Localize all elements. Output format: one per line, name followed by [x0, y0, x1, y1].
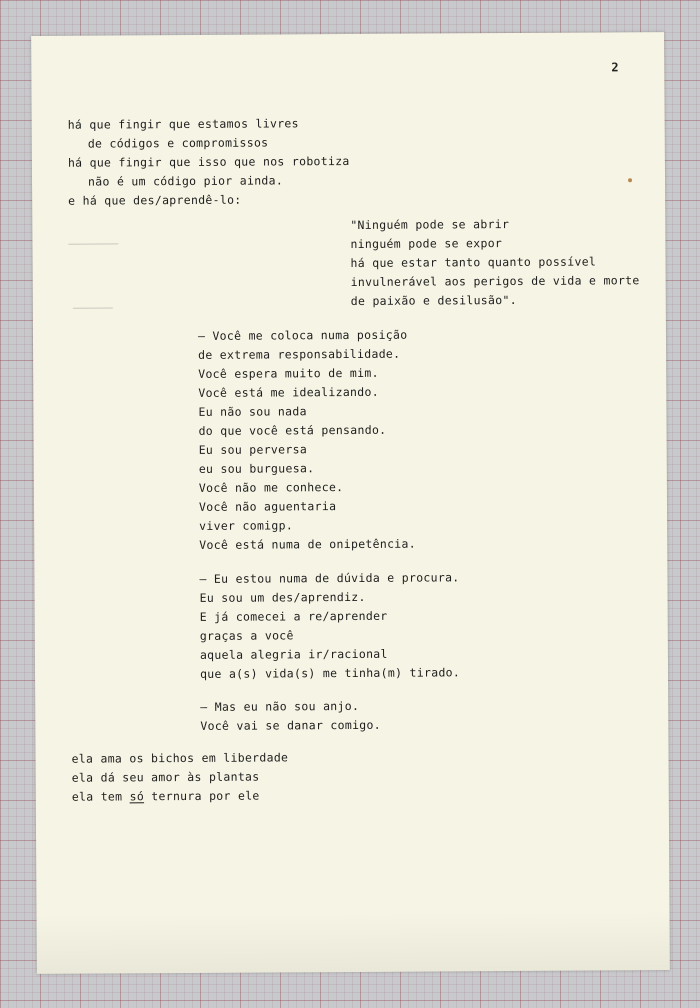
dialogue1-line: Você está numa de onipetência.	[199, 536, 417, 552]
page-number: 2	[611, 60, 619, 75]
dialogue2-line: E já comecei a re/aprender	[199, 608, 388, 624]
dialogue1-line: Eu sou perversa	[198, 442, 308, 457]
closing-text: ela tem	[71, 789, 130, 804]
dialogue1-line: Você espera muito de mim.	[198, 365, 379, 381]
dialogue1-line: Eu não sou nada	[198, 404, 307, 419]
dialogue1-line: do que você está pensando.	[198, 422, 387, 438]
dialogue1-line: viver comigp.	[199, 518, 294, 533]
stanza1-line: há que fingir que estamos livres	[67, 116, 299, 132]
dialogue3-line: Você vai se danar comigo.	[200, 717, 381, 733]
dialogue2-line: graças a você	[199, 628, 294, 643]
dialogue2-line: — Eu estou numa de dúvida e procura.	[199, 570, 460, 586]
quote-line: de paixão e desilusão".	[350, 292, 517, 308]
closing-text: ternura por ele	[143, 788, 260, 804]
dialogue1-line: — Você me coloca numa posição	[197, 327, 408, 343]
quote-line: ninguém pode se expor	[350, 236, 503, 251]
typewritten-page	[31, 32, 670, 974]
paper-mark	[73, 307, 113, 308]
stanza1-line: há que fingir que isso que nos robotiza	[67, 153, 350, 170]
quote-line: há que estar tanto quanto possível	[350, 254, 597, 270]
underlined-word: só	[129, 789, 145, 804]
dialogue1-line: Você não me conhece.	[198, 480, 344, 495]
closing-line: ela ama os bichos em liberdade	[71, 750, 289, 766]
paper-mark	[68, 243, 118, 244]
stanza1-line: de códigos e compromissos	[87, 135, 269, 151]
dialogue1-line: Você não aguentaria	[198, 499, 337, 514]
stanza1-line: e há que des/aprendê-lo:	[68, 192, 242, 208]
dialogue2-line: Eu sou um des/aprendiz.	[199, 589, 366, 605]
dialogue2-line: que a(s) vida(s) me tinha(m) tirado.	[199, 665, 461, 681]
closing-line-3	[72, 787, 260, 807]
stain-speck	[628, 178, 632, 182]
stanza1-line: não é um código pior ainda.	[87, 173, 284, 189]
quote-line: "Ninguém pode se abrir	[350, 217, 510, 232]
closing-line: ela dá seu amor às plantas	[71, 769, 260, 785]
paper-shading	[37, 910, 670, 974]
quote-line: invulnerável aos perigos de vida e morte	[350, 273, 640, 289]
dialogue3-line: — Mas eu não sou anjo.	[200, 698, 360, 714]
dialogue1-line: de extrema responsabilidade.	[198, 346, 401, 362]
dialogue2-line: aquela alegria ir/racional	[199, 646, 388, 662]
dialogue1-line: eu sou burguesa.	[198, 461, 315, 476]
dialogue1-line: Você está me idealizando.	[198, 384, 379, 400]
